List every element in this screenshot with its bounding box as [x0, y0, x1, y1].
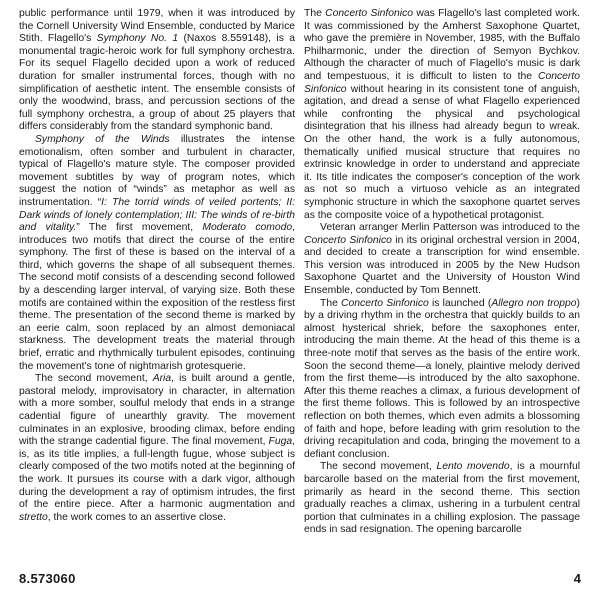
italic-text-run: stretto	[19, 511, 48, 523]
text-run: The	[304, 8, 326, 19]
text-run: , is built around a gentle, pastoral melody, improvisatory in character, in alternation with a more somber, soulful melody that ends in a strange cadential figure of unearthly gravity. The movement culminates in an explosive, brooding climax, before ending with the strange cadential figure. The final movement,	[19, 373, 295, 448]
italic-text-run: Lento movendo	[436, 461, 510, 473]
right-text-column	[304, 8, 580, 537]
italic-text-run: Concerto Sinfonico	[304, 70, 580, 95]
text-run: without hearing in its consistent tone of anguish, agitation, and dread a sense of what Flagello experienced while confronting the physical and psychological disintegration that his illness had already begun to wreak. On the other hand, the work is a fully autonomous, thematically unified musical structure that requires no extrinsic knowledge in order to understand and appreciate it. Its title indicates the composer's conception of the work as not so much a virtuoso vehicle as an integrated symphonic structure in which the saxophone quartet serves as the composite voice of a hypothetical protagonist.	[304, 83, 580, 221]
text-run: is launched (	[428, 297, 492, 309]
body-paragraph	[304, 8, 580, 222]
text-run: , is a mournful barcarolle based on the material from the first movement, primarily as heard in the second theme. This section gradually reaches a climax, ushering in a turbulent central portion that culminates in a chilling explosion. The passage ends in sad resignation. The opening barcarolle	[304, 461, 581, 536]
text-run: public performance until 1979, when it was introduced by the Cornell University Wind Ensemble, conducted by Marice Stith. Flagello's	[19, 8, 295, 45]
text-run: illustrates the intense emotionalism, often somber and turbulent in character, typical of Flagello's mature style. The composer provided movement subtitles by way of program notes, which suggest the notion of “winds” as metaphor as well as instrumentation. “	[19, 133, 295, 208]
body-paragraph	[304, 461, 580, 537]
italic-text-run: Allegro non troppo	[491, 297, 577, 309]
text-run: , the work comes to an assertive close.	[47, 511, 226, 523]
text-run: The second movement,	[35, 373, 153, 385]
italic-text-run: Moderato comodo	[202, 222, 293, 234]
text-run: (Naxos 8.559148), is a monumental tragic-heroic work for full symphony orchestra. For its sequel Flagello decided upon a work of reduced duration for smaller instrumental forces, though with no simplification of aesthetic intent. The ensemble consists of only the woodwind, brass, and percussion sections of the full symphony orchestra, a group of about 25 players that differs considerably from the standard symphonic band.	[19, 33, 295, 133]
text-run: , is, as its title implies, a full-length fugue, whose subject is clearly composed of the two motifs noted at the beginning of the work. It pursues its course with a dark vigor, although during the development a ray of optimism intrudes, the first of the entire piece. After a harmonic augmentation and	[19, 436, 295, 511]
body-paragraph	[19, 134, 295, 373]
body-paragraph	[19, 373, 295, 524]
italic-text-run: Symphony No. 1	[96, 33, 179, 45]
text-run: ) by a driving rhythm in the orchestra that quickly builds to an almost hysterical shriek, before the saxophones enter, introducing the main theme. At the head of this theme is a three-note motif that serves as the basis of the entire work. Soon the second theme—a lonely, plaintive melody derived from the first theme—is introduced by the alto saxophone. After this theme reaches a climax, a furious development of the first theme follows. This is followed by an introspective reflection on both themes, which even admits a blossoming of faith and hope, before leading with grim resolution to the driving recapitulation and coda, bringing the movement to a defiant conclusion.	[304, 297, 580, 460]
italic-text-run: Concerto Sinfonico	[325, 8, 414, 19]
italic-text-run: Symphony of the Winds	[35, 133, 170, 145]
text-run: , introduces two motifs that direct the course of the entire symphony. The first of these is based on the interval of a third, which governs the shape of all subsequent themes. The second motif consists of a descending second followed by a descending larger interval, of varying size. Both these motifs are contained within the exposition of the restless first theme. The presentation of the second theme is marked by an eerie calm, soon replaced by an almost demoniacal starkness. The development treats the material through brief, erratic and rhythmically turbulent episodes, continuing the movement's tone of nightmarish grotesquerie.	[19, 222, 295, 372]
text-run: Veteran arranger Merlin Patterson was introduced to the	[320, 222, 580, 234]
text-run: The second movement,	[320, 461, 437, 473]
left-text-column	[19, 8, 295, 524]
italic-text-run: I: The torrid winds of veiled portents; II: Dark winds of lonely contemplation; III: The winds of re-birth and vitality.	[19, 196, 295, 234]
body-paragraph	[304, 222, 580, 298]
body-paragraph	[304, 298, 580, 462]
italic-text-run: Aria	[152, 373, 172, 385]
text-run: was Flagello's last completed work. It was commissioned by the Amherst Saxophone Quartet, who gave the première in November, 1985, with the Buffalo Philharmonic, under the direction of Semyon Bychkov. Although the character of much of Flagello's music is dark and tempestuous, it is difficult to listen to the	[304, 8, 580, 82]
page-number: 4	[573, 571, 581, 586]
text-run: in its original orchestral version in 2004, and decided to create a transcription for wind ensemble. This version was introduced in 2005 by the New Hudson Saxophone Quartet and the University of Houston Wind Ensemble, conducted by Tom Bennett.	[304, 234, 580, 297]
body-paragraph	[19, 8, 295, 134]
catalog-number: 8.573060	[19, 571, 76, 586]
italic-text-run: Fuga	[268, 436, 293, 448]
italic-text-run: Concerto Sinfonico	[304, 234, 392, 246]
text-run: ” The first movement,	[76, 222, 203, 234]
italic-text-run: Concerto Sinfonico	[341, 297, 429, 309]
text-run: The	[320, 297, 342, 309]
